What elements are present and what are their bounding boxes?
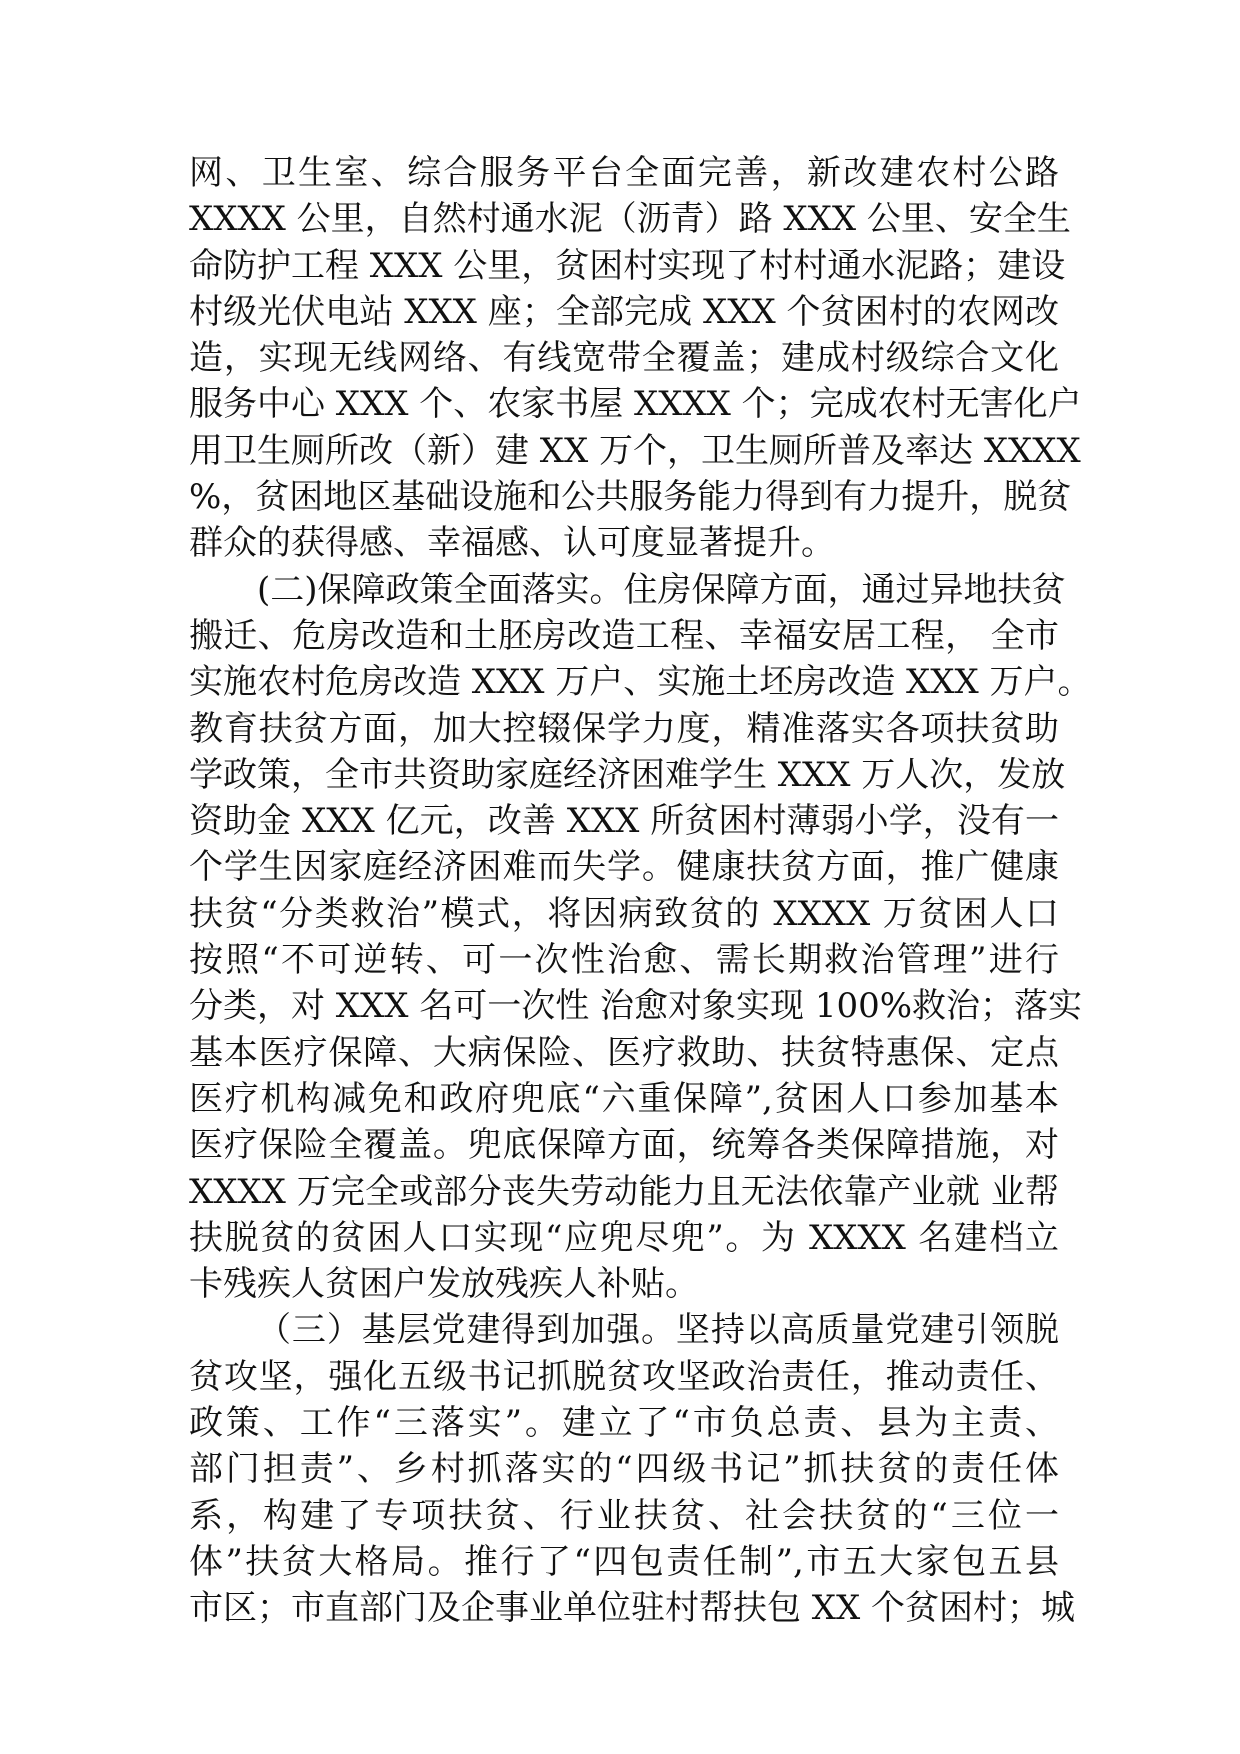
text-line: 实施农村危房改造 XXX 万户、实施土坯房改造 XXX 万户。 — [189, 662, 1092, 703]
text-line: 村级光伏电站 XXX 座；全部完成 XXX 个贫困村的农网改 — [189, 291, 1059, 332]
text-line: 群众的获得感、幸福感、认可度显著提升。 — [189, 523, 835, 564]
document-page — [189, 150, 1092, 1632]
text-line: 医疗保险全覆盖。兜底保障方面，统筹各类保障措施，对 — [189, 1125, 1059, 1166]
text-line: 用卫生厕所改（新）建 XX 万个，卫生厕所普及率达 XXXX — [189, 430, 1081, 471]
text-line: 卡残疾人贫困户发放残疾人补贴。 — [189, 1264, 699, 1305]
text-line: 个学生因家庭经济困难而失学。健康扶贫方面，推广健康 — [189, 847, 1059, 888]
text-line: XXXX 万完全或部分丧失劳动能力且无法依靠产业就 业帮 — [189, 1171, 1059, 1212]
text-line: 资助金 XXX 亿元，改善 XXX 所贫困村薄弱小学，没有一 — [189, 801, 1059, 842]
text-line: 扶脱贫的贫困人口实现“应兜尽兜”。为 XXXX 名建档立 — [189, 1217, 1059, 1258]
text-line: 学政策，全市共资助家庭经济困难学生 XXX 万人次，发放 — [189, 754, 1066, 795]
paragraph-heading-line: (二)保障政策全面落实。住房保障方面，通过异地扶贫 — [257, 569, 1066, 610]
text-line: 命防护工程 XXX 公里，贫困村实现了村村通水泥路；建设 — [189, 245, 1066, 286]
text-line: 网、卫生室、综合服务平台全面完善，新改建农村公路 — [189, 153, 1059, 193]
text-line: 基本医疗保障、大病保险、医疗救助、扶贫特惠保、定点 — [189, 1032, 1059, 1073]
text-line: 扶贫“分类救治”模式，将因病致贫的 XXXX 万贫困人口 — [189, 893, 1059, 934]
text-line: 体”扶贫大格局。推行了“四包责任制”,市五大家包五县 — [189, 1541, 1059, 1582]
text-line: 贫攻坚，强化五级书记抓脱贫攻坚政治责任，推动责任、 — [189, 1356, 1059, 1397]
text-line: 政策、工作“三落实”。建立了“市负总责、县为主责、 — [189, 1403, 1059, 1444]
text-line: 系，构建了专项扶贫、行业扶贫、社会扶贫的“三位一 — [189, 1495, 1059, 1536]
text-line: 搬迁、危房改造和土胚房改造工程、幸福安居工程， 全市 — [189, 615, 1059, 656]
text-line: 市区；市直部门及企事业单位驻村帮扶包 XX 个贫困村；城 — [189, 1588, 1076, 1629]
paragraph-party-building — [189, 1307, 1076, 1631]
text-line: 按照“不可逆转、可一次性治愈、需长期救治管理”进行 — [189, 940, 1059, 981]
text-line: XXXX 公里，自然村通水泥（沥青）路 XXX 公里、安全生 — [189, 199, 1071, 240]
paragraph-security-policy — [189, 567, 1092, 1308]
text-line: 造，实现无线网络、有线宽带全覆盖；建成村级综合文化 — [189, 338, 1059, 379]
text-line: 部门担责”、乡村抓落实的“四级书记”抓扶贫的责任体 — [189, 1449, 1059, 1490]
text-line: %，贫困地区基础设施和公共服务能力得到有力提升，脱贫 — [189, 477, 1072, 518]
text-line: 教育扶贫方面，加大控辍保学力度，精准落实各项扶贫助 — [189, 708, 1059, 749]
text-line: 分类，对 XXX 名可一次性 治愈对象实现 100%救治；落实 — [189, 986, 1083, 1027]
paragraph-heading-line: （三）基层党建得到加强。坚持以高质量党建引领脱 — [257, 1310, 1059, 1351]
text-line: 服务中心 XXX 个、农家书屋 XXXX 个；完成农村无害化户 — [189, 384, 1082, 425]
paragraph-infrastructure — [189, 150, 1082, 567]
text-line: 医疗机构减免和政府兜底“六重保障”,贫困人口参加基本 — [189, 1078, 1059, 1119]
